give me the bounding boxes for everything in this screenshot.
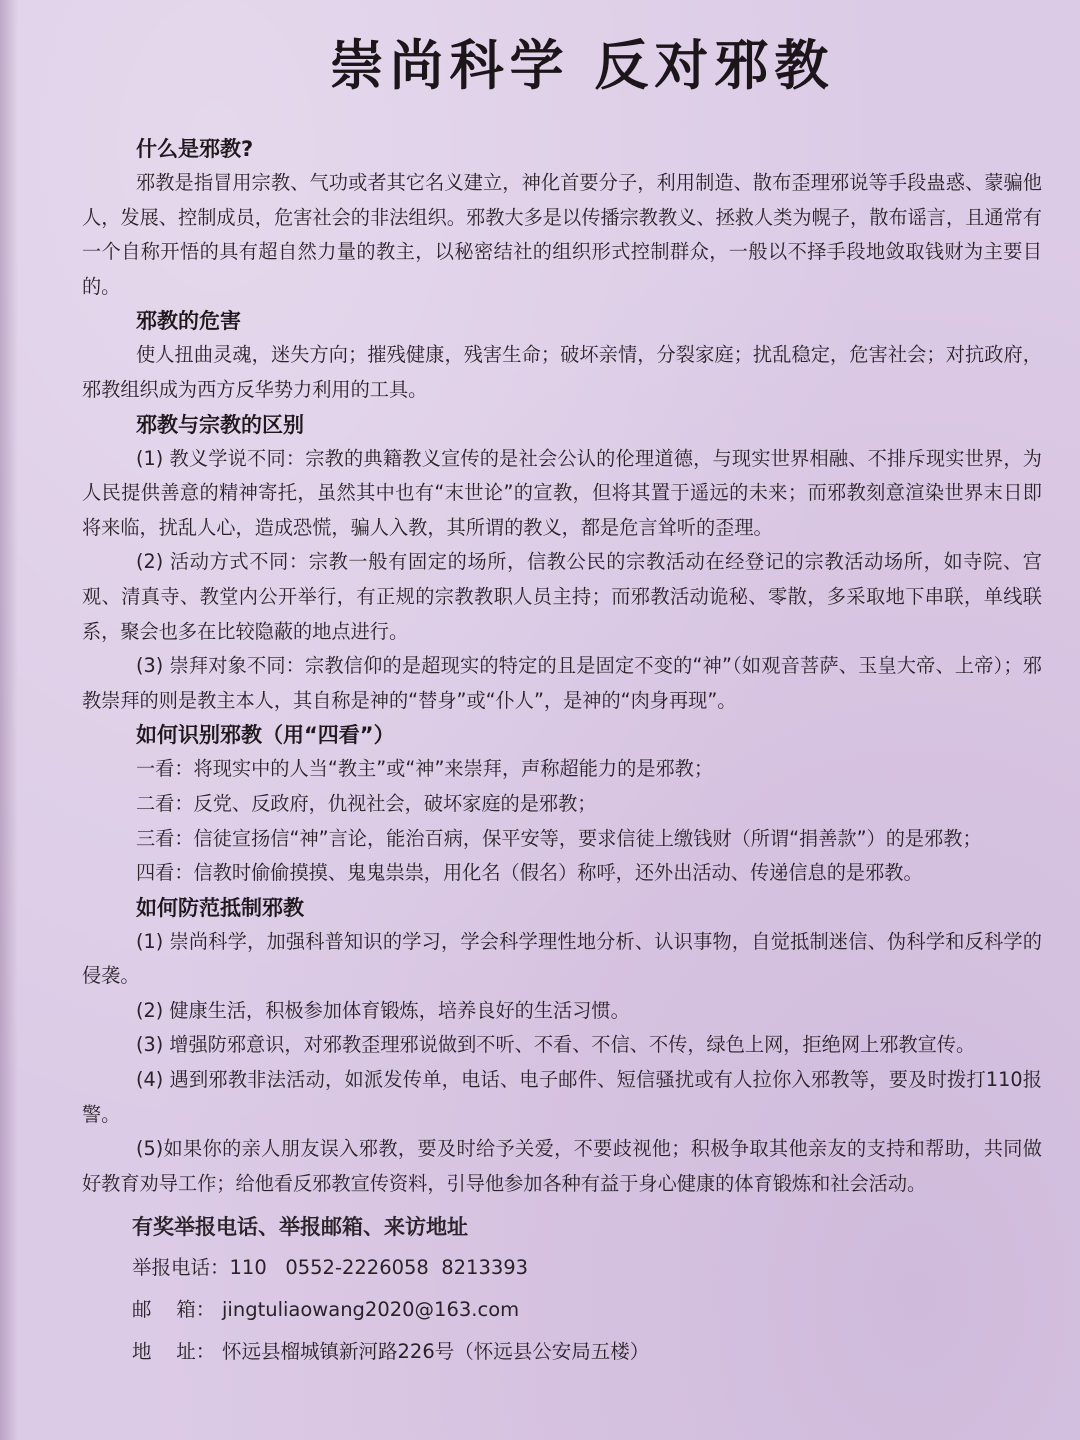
prevent-item: (1) 崇尚科学，加强科普知识的学习，学会科学理性地分析、认识事物，自觉抵制迷信、伪科学和反科学的侵袭。	[82, 929, 1042, 988]
prevent-item: (2) 健康生活，积极参加体育锻炼，培养良好的生活习惯。	[136, 998, 630, 1022]
prevent-item: (5)如果你的亲人朋友误入邪教，要及时给予关爱，不要歧视他；积极争取其他亲友的支持和帮助，共同做好教育劝导工作；给他看反邪教宣传资料，引导他参加各种有益于身心健康的体育锻炼和社会活动。	[82, 1137, 1042, 1195]
contact-address-row	[132, 1331, 1042, 1373]
prevent-item: (4) 遇到邪教非法活动，如派发传单，电话、电子邮件、短信骚扰或有人拉你入邪教等，要及时拨打110报警。	[82, 1068, 1042, 1126]
paper-shadow-edge	[0, 0, 18, 1440]
identify-item: 三看：信徒宣扬信“神”言论，能治百病，保平安等，要求信徒上缴钱财（所谓“捐善款”）的是邪教；	[136, 826, 982, 850]
contact-phone-row	[132, 1247, 1042, 1289]
section-prevent	[82, 891, 1042, 1202]
section-heading-prevent: 如何防范抵制邪教	[136, 895, 304, 920]
section-contact	[82, 1207, 1042, 1373]
contact-phone-value: 110 0552-2226058 8213393	[229, 1256, 529, 1280]
contact-address-label: 地 址：	[132, 1340, 216, 1364]
prevent-item: (3) 增强防邪意识，对邪教歪理邪说做到不听、不看、不信、不传，绿色上网，拒绝网上邪教宣传。	[136, 1033, 976, 1057]
difference-item: (2) 活动方式不同：宗教一般有固定的场所，信教公民的宗教活动在经登记的宗教活动场所，如寺院、宫观、清真寺、教堂内公开举行，有正规的宗教教职人员主持；而邪教活动诡秘、零散，多采取地下串联，单线联系，聚会也多在比较隐蔽的地点进行。	[82, 550, 1042, 643]
section-harm	[82, 304, 1042, 407]
section-body-what: 邪教是指冒用宗教、气功或者其它名义建立，神化首要分子，利用制造、散布歪理邪说等手段蛊惑、蒙骗他人，发展、控制成员，危害社会的非法组织。邪教大多是以传播宗教教义、拯救人类为幌子，散布谣言，且通常有一个自称开悟的具有超自然力量的教主，以秘密结社的组织形式控制群众，一般以不择手段地敛取钱财为主要目的。	[82, 171, 1042, 298]
difference-item: (1) 教义学说不同：宗教的典籍教义宣传的是社会公认的伦理道德，与现实世界相融、不排斥现实世界，为人民提供善意的精神寄托，虽然其中也有“末世论”的宣教，但将其置于遥远的未来；而邪教刻意渲染世界末日即将来临，扰乱人心，造成恐慌，骗人入教，其所谓的教义，都是危言耸听的歪理。	[82, 446, 1042, 539]
contact-address-value: 怀远县榴城镇新河路226号（怀远县公安局五楼）	[222, 1340, 650, 1364]
section-heading-what: 什么是邪教?	[136, 137, 254, 161]
contact-email-label: 邮 箱：	[132, 1298, 216, 1322]
section-difference	[82, 408, 1042, 719]
section-identify	[82, 718, 1042, 890]
section-heading-harm: 邪教的危害	[136, 309, 241, 334]
contact-phone-label: 举报电话：	[132, 1256, 230, 1280]
section-heading-contact: 有奖举报电话、举报邮箱、来访地址	[132, 1215, 468, 1240]
section-heading-difference: 邪教与宗教的区别	[136, 412, 304, 437]
identify-item: 二看：反党、反政府，仇视社会，破坏家庭的是邪教；	[136, 791, 597, 815]
difference-item: (3) 崇拜对象不同：宗教信仰的是超现实的特定的且是固定不变的“神”（如观音菩萨、玉皇大帝、上帝）；邪教崇拜的则是教主本人，其自称是神的“替身”或“仆人”，是神的“肉身再现”。	[82, 654, 1042, 712]
section-heading-identify: 如何识别邪教（用“四看”）	[136, 723, 395, 748]
document-page	[82, 28, 1042, 1373]
identify-item: 一看：将现实中的人当“教主”或“神”来崇拜，声称超能力的是邪教；	[136, 757, 714, 781]
section-body-harm: 使人扭曲灵魂，迷失方向；摧残健康，残害生命；破坏亲情，分裂家庭；扰乱稳定，危害社会；对抗政府，邪教组织成为西方反华势力利用的工具。	[82, 343, 1042, 401]
document-title: 崇尚科学 反对邪教	[329, 33, 835, 97]
section-what	[82, 132, 1042, 304]
identify-item: 四看：信教时偷偷摸摸、鬼鬼祟祟，用化名（假名）称呼，还外出活动、传递信息的是邪教。	[136, 861, 923, 885]
contact-email-row	[132, 1289, 1042, 1331]
contact-email-value: jingtuliaowang2020@163.com	[222, 1298, 520, 1322]
